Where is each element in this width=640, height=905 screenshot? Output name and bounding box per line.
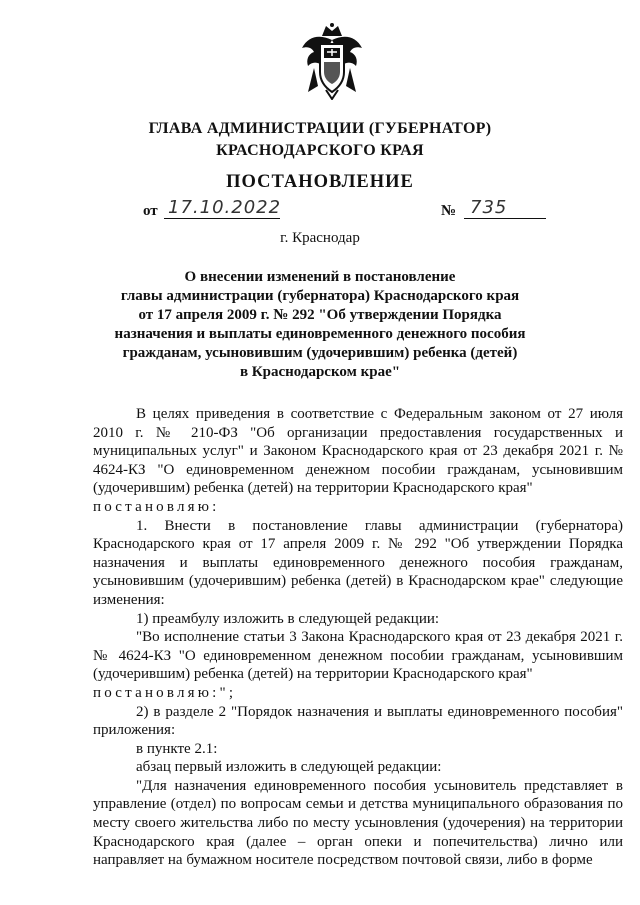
date-value: 17.10.2022 bbox=[164, 197, 280, 219]
title-line: в Краснодарском крае" bbox=[239, 364, 401, 380]
body-paragraph: 2) в разделе 2 "Порядок назначения и выплаты единовременного пособия" приложения: bbox=[93, 703, 623, 739]
title-line: О внесении изменений в постановление bbox=[184, 269, 456, 285]
body-paragraph: абзац первый изложить в следующей редакции: bbox=[136, 759, 442, 776]
title-line: от 17 апреля 2009 г. № 292 "Об утверждении Порядка bbox=[138, 307, 502, 323]
document-title bbox=[0, 268, 640, 382]
decree-word: постановляю: bbox=[93, 498, 220, 515]
number-label: № bbox=[441, 203, 457, 219]
body-paragraph: в пункте 2.1: bbox=[136, 740, 218, 757]
body-paragraph: "Во исполнение статьи 3 Закона Краснодарского края от 23 декабря 2021 г. № 4624-КЗ "О единовременном денежном пособии гражданам, усыновившим (удочерившим) ребенка (детей) на территории Краснодарского края" bbox=[93, 629, 623, 683]
body-paragraph bbox=[93, 405, 623, 498]
number-value: 735 bbox=[464, 197, 546, 219]
decree-word: постановляю:"; bbox=[93, 684, 237, 701]
body-paragraph: 1. Внести в постановление главы администрации (губернатора) Краснодарского края от 17 апреля 2009 г. № 292 "Об утверждении Порядка назначения и выплаты единовременного денежного пособия гражданам, усыновившим (удочерившим) ребенка (детей) в Краснодарском крае" следующие изменения: bbox=[93, 517, 623, 608]
city: г. Краснодар bbox=[280, 230, 360, 246]
document-meta-row bbox=[0, 197, 640, 225]
organization-name bbox=[0, 118, 640, 162]
organization-line: КРАСНОДАРСКОГО КРАЯ bbox=[216, 142, 424, 159]
document-type: ПОСТАНОВЛЕНИЕ bbox=[226, 172, 414, 192]
coat-of-arms-icon bbox=[300, 22, 364, 100]
body-text: В целях приведения в соответствие с Федеральным законом от 27 июля 2010 г. № 210-ФЗ "Об организации предоставления государственных и муниципальных услуг" и Законом Краснодарского края от 23 декабря 2021 г. № 4624-КЗ "О единовременном денежном пособии гражданам, усыновившим (удочерившим) ребенка (детей) на территории Краснодарского края" bbox=[93, 406, 623, 497]
document-body bbox=[93, 405, 623, 870]
organization-line: ГЛАВА АДМИНИСТРАЦИИ (ГУБЕРНАТОР) bbox=[148, 120, 492, 137]
title-line: назначения и выплаты единовременного денежного пособия bbox=[114, 326, 526, 342]
date-label: от bbox=[143, 203, 158, 219]
title-line: главы администрации (губернатора) Краснодарского края bbox=[120, 288, 520, 304]
body-paragraph: 1) преамбулу изложить в следующей редакции: bbox=[136, 610, 440, 627]
title-line: гражданам, усыновившим (удочерившим) ребенка (детей) bbox=[122, 345, 518, 361]
body-paragraph: "Для назначения единовременного пособия усыновитель представляет в управление (отдел) по вопросам семьи и детства муниципального образования по месту своего жительства либо по месту усыновления (удочерения) на территории Краснодарского края (далее – орган опеки и попечительства) лично или направляет на бумажном носителе посредством почтовой связи, либо в форме bbox=[93, 777, 623, 869]
